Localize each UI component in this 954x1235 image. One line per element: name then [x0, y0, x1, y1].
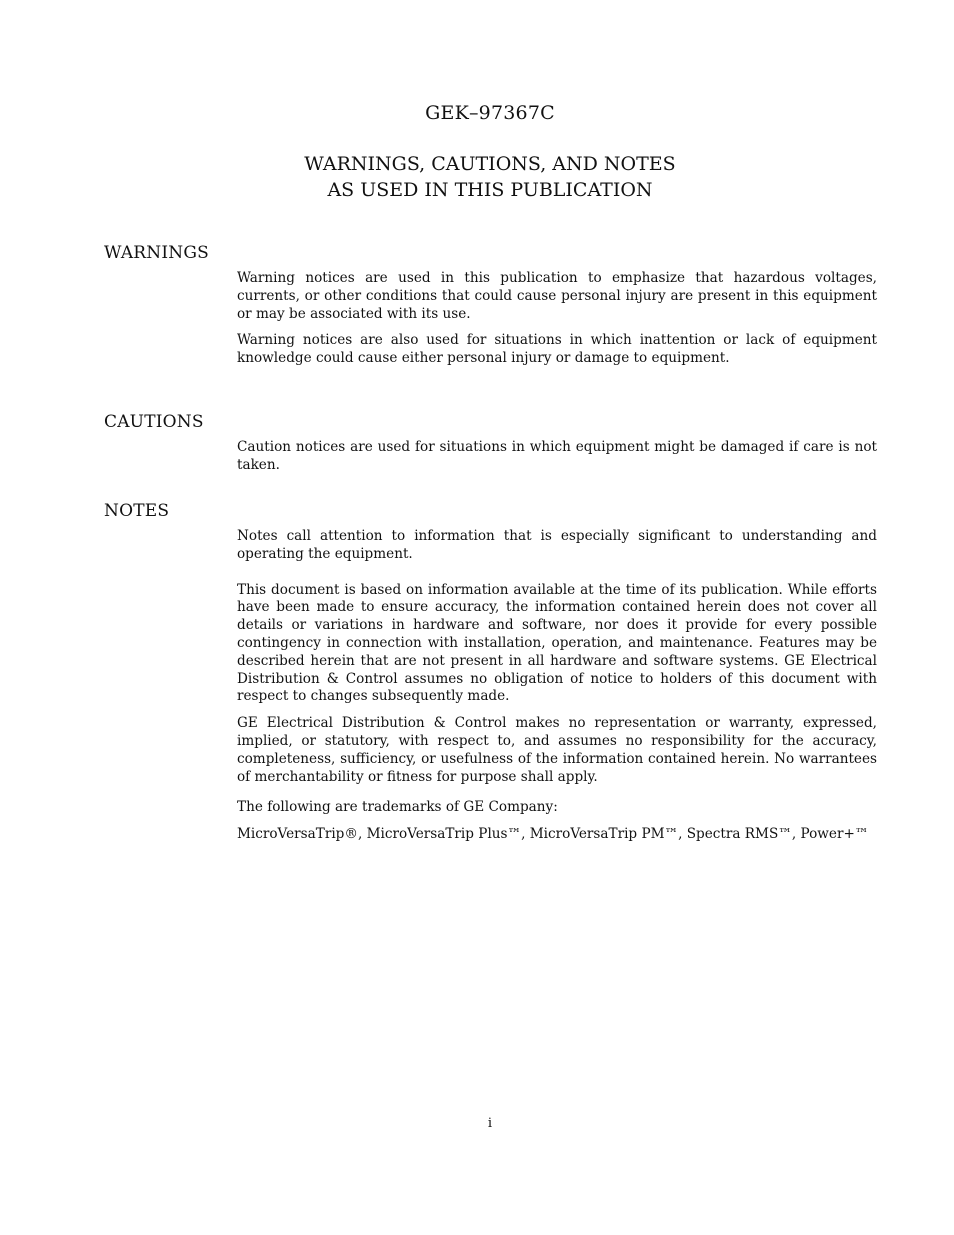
- trademarks-list: MicroVersaTrip®, MicroVersaTrip Plus™, MicroVersaTrip PM™, Spectra RMS™, Power+™: [237, 825, 869, 842]
- warnings-heading: WARNINGS: [104, 243, 209, 263]
- document-number: GEK–97367C: [425, 102, 555, 124]
- page-title-line-1: WARNINGS, CAUTIONS, AND NOTES: [304, 153, 676, 175]
- notes-paragraph: GE Electrical Distribution & Control makes no representation or warranty, expressed, implied, or statutory, with respect to, and assumes no responsibility for the accuracy, completeness, sufficiency, or usefulness of the information contained herein. No warrantees of merchantability or fitness for purpose shall apply.: [237, 715, 877, 785]
- cautions-body: [237, 439, 877, 475]
- notes-paragraph: Notes call attention to information that is especially significant to understanding and operating the equipment.: [237, 528, 877, 562]
- trademarks-intro: The following are trademarks of GE Company:: [237, 799, 558, 815]
- warnings-paragraph: Warning notices are used in this publication to emphasize that hazardous voltages, currents, or other conditions that could cause personal injury are present in this equipment or may be associated with its use.: [237, 270, 877, 322]
- notes-paragraph: This document is based on information available at the time of its publication. While efforts have been made to ensure accuracy, the information contained herein does not cover all details or variations in hardware and software, nor does it provide for every possible contingency in connection with installation, operation, and maintenance. Features may be described herein that are not present in all hardware and software systems. GE Electrical Distribution & Control assumes no obligation of notice to holders of this document with respect to changes subsequently made.: [237, 581, 877, 705]
- page-title-line-2: AS USED IN THIS PUBLICATION: [327, 179, 653, 201]
- cautions-paragraph: Caution notices are used for situations in which equipment might be damaged if care is not taken.: [237, 439, 877, 473]
- trademarks-block: [237, 799, 877, 844]
- warnings-paragraph: Warning notices are also used for situations in which inattention or lack of equipment knowledge could cause either personal injury or damage to equipment.: [237, 332, 877, 367]
- notes-body: [237, 528, 877, 786]
- warnings-body: [237, 270, 877, 368]
- cautions-heading: CAUTIONS: [104, 412, 204, 432]
- page-title: [0, 151, 954, 203]
- notes-heading: NOTES: [104, 501, 170, 521]
- page-number: i: [487, 1116, 493, 1131]
